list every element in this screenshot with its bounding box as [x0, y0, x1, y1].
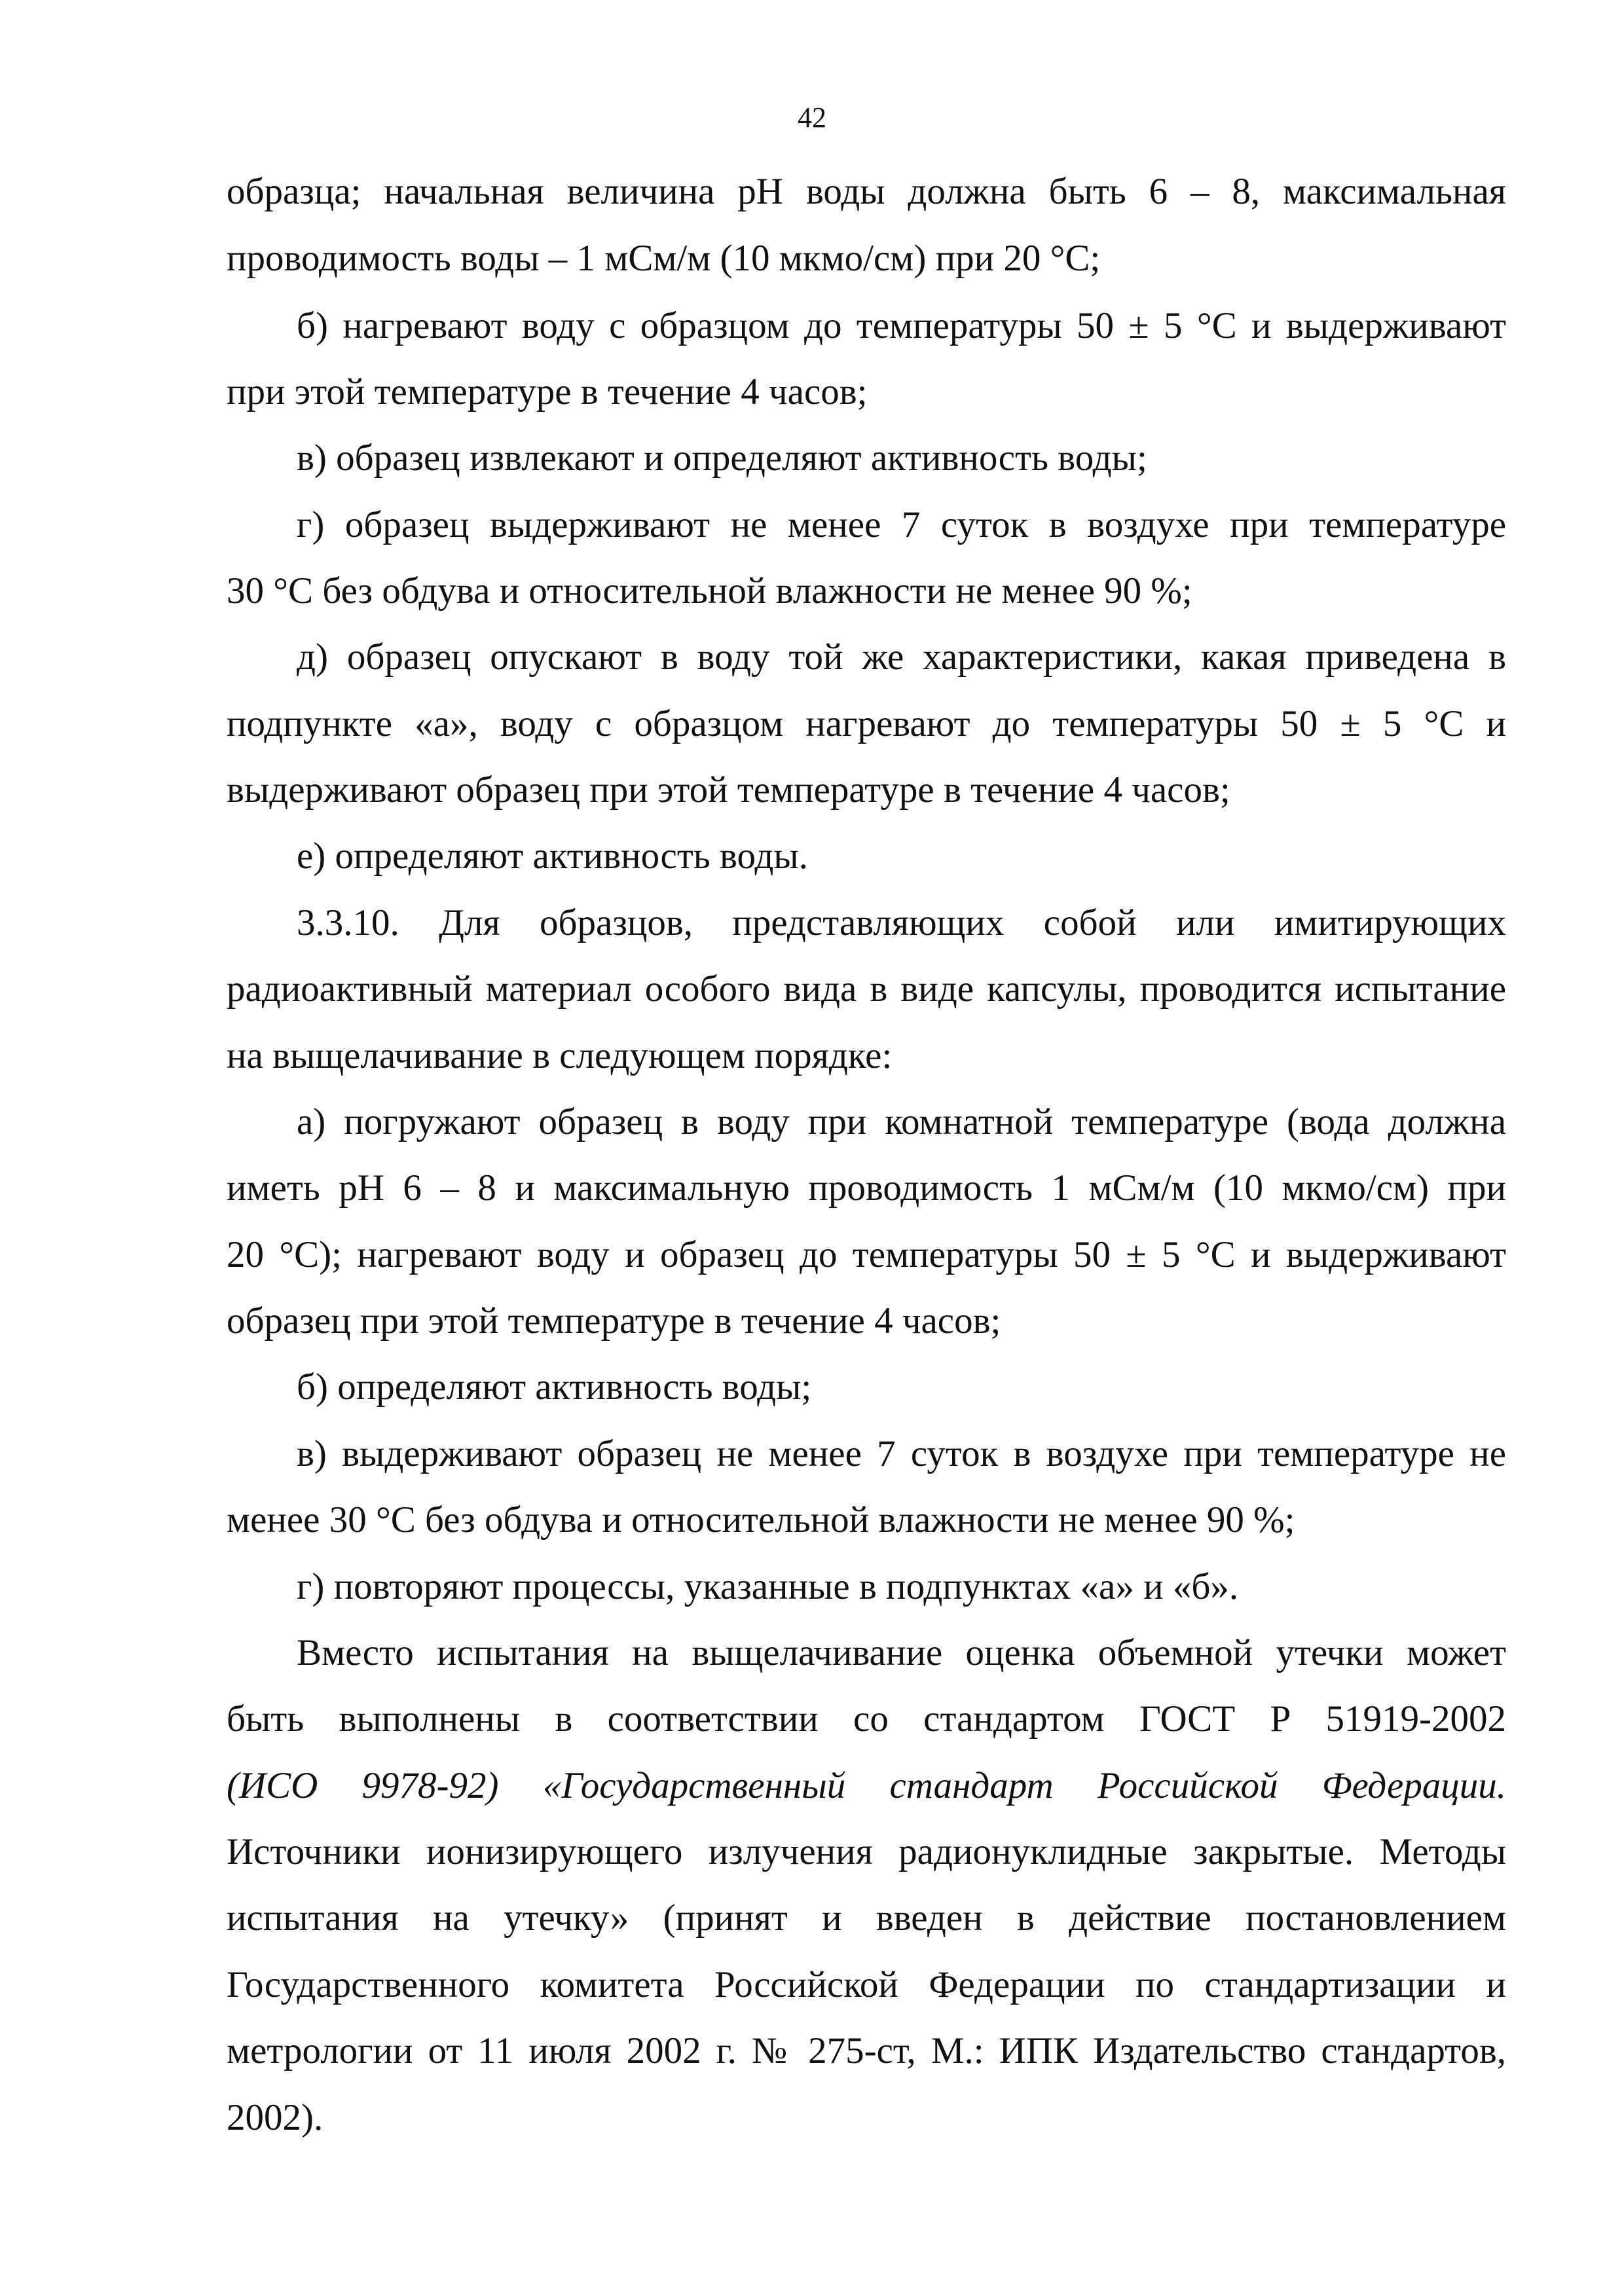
page-number: 42: [798, 101, 826, 134]
text-line: радиоактивный материал особого вида в виде капсулы, проводится испытание: [227, 968, 1506, 1010]
text-line: менее 30 °С без обдува и относительной влажности не менее 90 %;: [227, 1499, 1295, 1540]
text-line: г) повторяют процессы, указанные в подпунктах «а» и «б».: [297, 1566, 1239, 1607]
text-line: подпункте «а», воду с образцом нагревают до температуры 50 ± 5 °С и: [227, 703, 1506, 744]
text-line: а) погружают образец в воду при комнатной температуре (вода должна: [297, 1101, 1506, 1142]
text-line: д) образец опускают в воду той же характеристики, какая приведена в: [297, 636, 1506, 678]
text-line: 3.3.10. Для образцов, представляющих собой или имитирующих: [297, 902, 1506, 943]
text-line: б) определяют активность воды;: [297, 1366, 812, 1408]
text-line: быть выполнены в соответствии со стандартом ГОСТ Р 51919-2002: [227, 1698, 1506, 1740]
text-line: 20 °С); нагревают воду и образец до температуры 50 ± 5 °С и выдерживают: [227, 1234, 1506, 1275]
text-line: Источники ионизирующего излучения радионуклидные закрытые. Методы: [227, 1831, 1506, 1872]
text-line: проводимость воды – 1 мСм/м (10 мкмо/см) при 20 °С;: [227, 238, 1101, 279]
text-line: образец при этой температуре в течение 4 часов;: [227, 1300, 1001, 1341]
text-line: при этой температуре в течение 4 часов;: [227, 371, 868, 412]
text-line: выдерживают образец при этой температуре в течение 4 часов;: [227, 769, 1230, 811]
text-line: (ИСО 9978-92) «Государственный стандарт Российской Федерации.: [227, 1765, 1506, 1806]
text-line: иметь pH 6 – 8 и максимальную проводимость 1 мСм/м (10 мкмо/см) при: [227, 1167, 1506, 1209]
text-line: в) выдерживают образец не менее 7 суток в воздухе при температуре не: [297, 1433, 1506, 1474]
text-line: Государственного комитета Российской Федерации по стандартизации и: [227, 1964, 1506, 2005]
text-line: б) нагревают воду с образцом до температуры 50 ± 5 °С и выдерживают: [297, 305, 1506, 346]
text-line: испытания на утечку» (принят и введен в действие постановлением: [227, 1897, 1506, 1939]
text-line: е) определяют активность воды.: [297, 835, 808, 877]
text-line: г) образец выдерживают не менее 7 суток в воздухе при температуре: [297, 504, 1506, 545]
text-line: 30 °С без обдува и относительной влажности не менее 90 %;: [227, 570, 1192, 611]
text-line: метрологии от 11 июля 2002 г. № 275-ст, М.: ИПК Издательство стандартов,: [227, 2030, 1506, 2071]
text-line: в) образец извлекают и определяют активность воды;: [297, 437, 1147, 479]
text-line: 2002).: [227, 2097, 323, 2138]
text-line: на выщелачивание в следующем порядке:: [227, 1035, 893, 1076]
text-line: образца; начальная величина pH воды должна быть 6 – 8, максимальная: [227, 171, 1506, 212]
text-line: Вместо испытания на выщелачивание оценка объемной утечки может: [297, 1632, 1506, 1673]
